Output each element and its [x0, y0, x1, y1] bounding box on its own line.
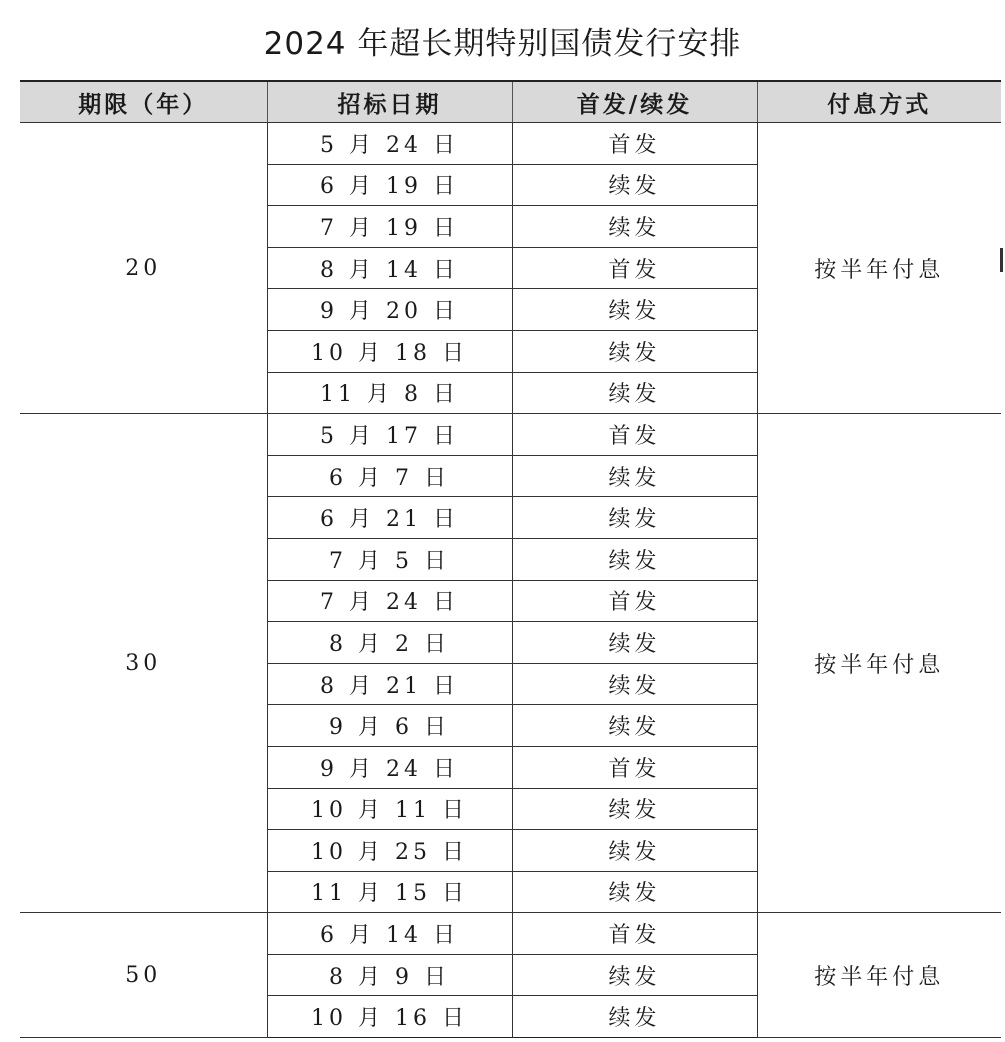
auction-date-cell: 10 月 16 日	[267, 996, 512, 1038]
issue-type-cell: 续发	[512, 455, 757, 497]
auction-date-cell: 6 月 7 日	[267, 455, 512, 497]
issue-type-cell: 续发	[512, 996, 757, 1038]
auction-date-cell: 9 月 20 日	[267, 289, 512, 331]
auction-date-cell: 7 月 5 日	[267, 538, 512, 580]
table-row	[20, 123, 1001, 165]
term-cell: 20	[20, 123, 267, 414]
auction-date-cell: 7 月 19 日	[267, 206, 512, 248]
auction-date-cell: 6 月 19 日	[267, 164, 512, 206]
header-interest-method: 付息方式	[757, 81, 1001, 123]
interest-method-cell: 按半年付息	[757, 913, 1001, 1038]
auction-date-cell: 9 月 6 日	[267, 705, 512, 747]
issue-type-cell: 续发	[512, 954, 757, 996]
issue-type-cell: 首发	[512, 414, 757, 456]
term-cell: 30	[20, 414, 267, 913]
auction-date-cell: 11 月 8 日	[267, 372, 512, 414]
issue-type-cell: 续发	[512, 622, 757, 664]
issue-type-cell: 首发	[512, 913, 757, 955]
auction-date-cell: 8 月 2 日	[267, 622, 512, 664]
page-title: 2024 年超长期特别国债发行安排	[263, 26, 742, 62]
auction-date-cell: 11 月 15 日	[267, 871, 512, 913]
issue-type-cell: 续发	[512, 538, 757, 580]
auction-date-cell: 5 月 24 日	[267, 123, 512, 165]
issue-type-cell: 首发	[512, 580, 757, 622]
issue-type-cell: 续发	[512, 871, 757, 913]
issue-type-cell: 首发	[512, 746, 757, 788]
header-term: 期限（年）	[20, 81, 267, 123]
issue-type-cell: 续发	[512, 705, 757, 747]
issue-type-cell: 首发	[512, 123, 757, 165]
term-cell: 50	[20, 913, 267, 1038]
auction-date-cell: 7 月 24 日	[267, 580, 512, 622]
auction-date-cell: 8 月 9 日	[267, 954, 512, 996]
edge-mark	[1000, 248, 1003, 272]
interest-method-cell: 按半年付息	[757, 414, 1001, 913]
header-issue-type: 首发/续发	[512, 81, 757, 123]
auction-date-cell: 10 月 18 日	[267, 330, 512, 372]
issue-type-cell: 续发	[512, 164, 757, 206]
table-row	[20, 913, 1001, 955]
auction-date-cell: 8 月 14 日	[267, 247, 512, 289]
interest-method-cell: 按半年付息	[757, 123, 1001, 414]
issue-type-cell: 续发	[512, 330, 757, 372]
header-row	[20, 81, 1001, 123]
bond-schedule-table	[20, 80, 1001, 1038]
auction-date-cell: 9 月 24 日	[267, 746, 512, 788]
auction-date-cell: 5 月 17 日	[267, 414, 512, 456]
table-header	[20, 81, 1001, 123]
issue-type-cell: 续发	[512, 289, 757, 331]
issue-type-cell: 续发	[512, 788, 757, 830]
issue-type-cell: 首发	[512, 247, 757, 289]
issue-type-cell: 续发	[512, 830, 757, 872]
issue-type-cell: 续发	[512, 497, 757, 539]
auction-date-cell: 6 月 21 日	[267, 497, 512, 539]
issue-type-cell: 续发	[512, 663, 757, 705]
header-auction-date: 招标日期	[267, 81, 512, 123]
auction-date-cell: 8 月 21 日	[267, 663, 512, 705]
auction-date-cell: 6 月 14 日	[267, 913, 512, 955]
table-body	[20, 123, 1001, 1038]
table-row	[20, 414, 1001, 456]
issue-type-cell: 续发	[512, 206, 757, 248]
auction-date-cell: 10 月 11 日	[267, 788, 512, 830]
auction-date-cell: 10 月 25 日	[267, 830, 512, 872]
issue-type-cell: 续发	[512, 372, 757, 414]
